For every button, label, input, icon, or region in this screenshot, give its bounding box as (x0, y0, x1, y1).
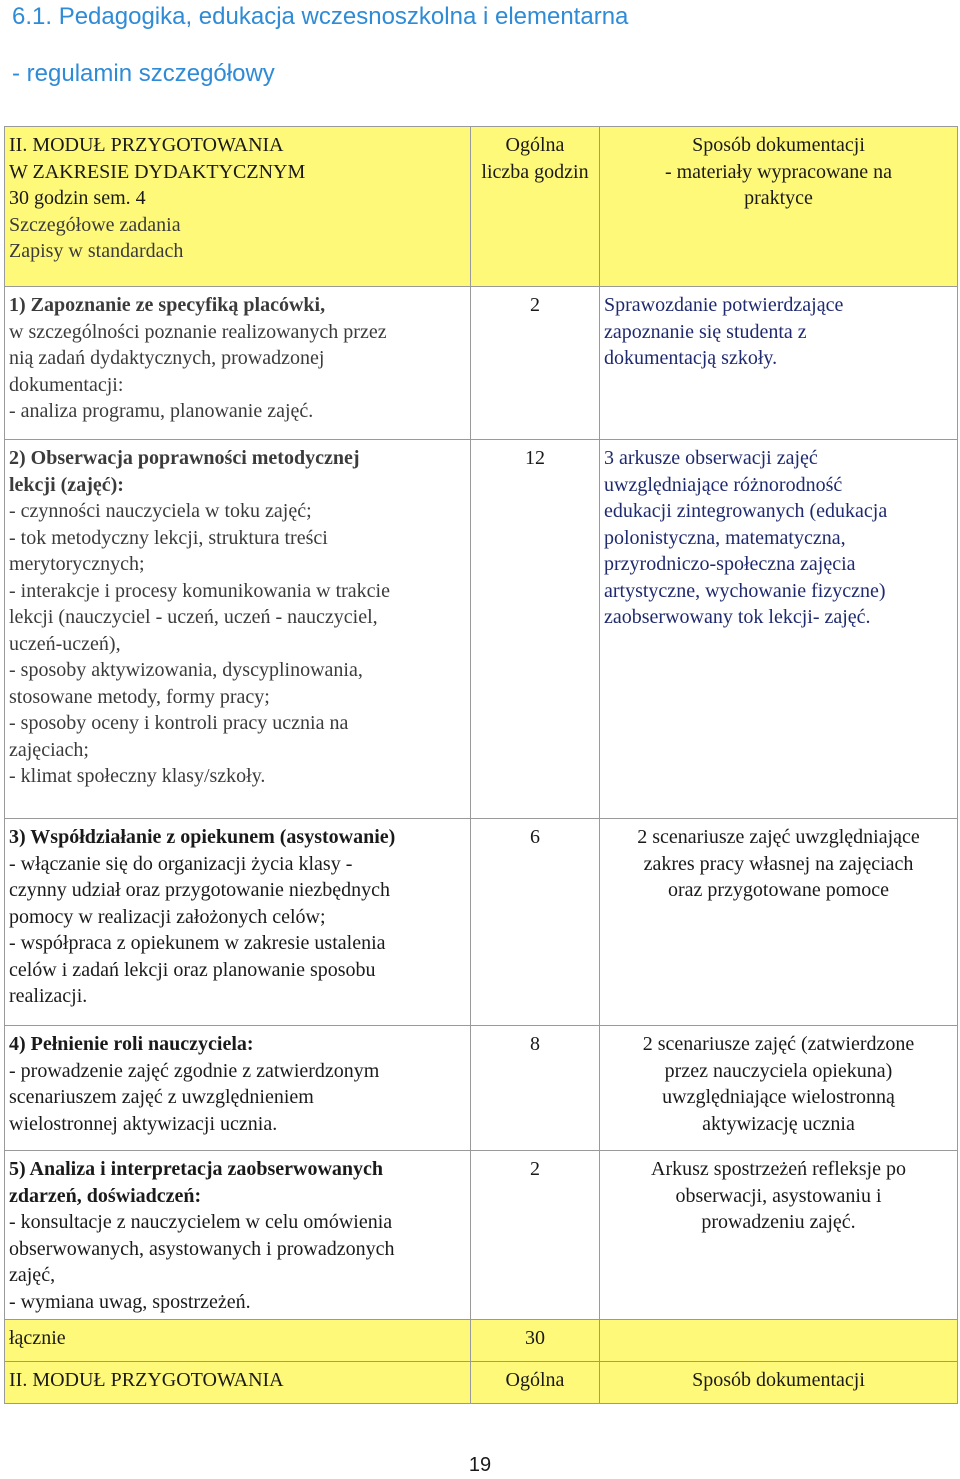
doc-line: prowadzeniu zajęć. (701, 1211, 856, 1233)
doc-line: zapoznanie się studenta z (604, 320, 807, 343)
doc-cell (600, 1026, 958, 1151)
hours-value: 2 (530, 294, 540, 316)
next-module-cell (5, 1362, 471, 1404)
total-row (5, 1320, 958, 1362)
doc-line: uwzględniające różnorodność (604, 473, 843, 496)
doc-line: artystyczne, wychowanie fizyczne) (604, 579, 886, 602)
next-header-row (5, 1362, 958, 1404)
hours-value: 6 (530, 826, 540, 848)
task-line: stosowane metody, formy pracy; (9, 685, 270, 708)
task-line: pomocy w realizacji założonych celów; (9, 905, 326, 928)
hours-value: 12 (525, 447, 545, 469)
task-line: - sposoby aktywizowania, dyscyplinowania, (9, 659, 363, 681)
page-title: 6.1. Pedagogika, edukacja wczesnoszkolna i elementarna (12, 3, 629, 30)
hours-cell (471, 1151, 600, 1320)
task-line: realizacji. (9, 985, 88, 1007)
table-row (5, 819, 958, 1026)
page-number: 19 (468, 1454, 492, 1476)
header-module-line: II. MODUŁ PRZYGOTOWANIA (9, 134, 284, 156)
task-line: uczeń-uczeń), (9, 632, 121, 655)
doc-line: polonistyczna, matematyczna, (604, 526, 846, 549)
task-cell (5, 287, 471, 440)
task-line: zajęciach; (9, 738, 89, 761)
total-label: łącznie (9, 1327, 66, 1349)
task-line: nią zadań dydaktycznych, prowadzonej (9, 347, 325, 369)
table-row (5, 440, 958, 819)
doc-line: 2 scenariusze zajęć (zatwierdzone (642, 1033, 915, 1055)
doc-line: przyrodniczo-społeczna zajęcia (604, 553, 856, 575)
task-line: dokumentacji: (9, 373, 124, 396)
task-line: merytorycznych; (9, 553, 145, 575)
header-hours-line: Ogólna (505, 134, 565, 156)
task-line: - konsultacje z nauczycielem w celu omówienia (9, 1211, 393, 1233)
task-line: - prowadzenie zajęć zgodnie z zatwierdzonym (9, 1059, 380, 1082)
next-doc-label: Sposób dokumentacji (692, 1369, 865, 1391)
doc-line: aktywizację ucznia (702, 1112, 855, 1135)
doc-line: Sprawozdanie potwierdzające (604, 294, 844, 316)
doc-line: zaobserwowany tok lekcji- zajęć. (604, 606, 871, 628)
header-module-line: Zapisy w standardach (9, 240, 184, 262)
task-line: - klimat społeczny klasy/szkoły. (9, 765, 266, 787)
table-header-row (5, 127, 958, 287)
next-hours-label: Ogólna (505, 1369, 565, 1391)
task-line: 3) Współdziałanie z opiekunem (asystowanie) (9, 826, 396, 848)
header-hours-line: liczba godzin (481, 160, 589, 183)
next-hours-cell (471, 1362, 600, 1404)
task-cell (5, 1151, 471, 1320)
total-label-cell (5, 1320, 471, 1362)
doc-line: dokumentacją szkoły. (604, 347, 778, 369)
hours-value: 8 (530, 1033, 540, 1055)
doc-cell (600, 440, 958, 819)
header-doc-line: Sposób dokumentacji (692, 134, 865, 156)
next-module-label: II. MODUŁ PRZYGOTOWANIA (9, 1369, 284, 1391)
doc-line: uwzględniające wielostronną (662, 1086, 895, 1108)
header-module-line: 30 godzin sem. 4 (9, 187, 146, 209)
doc-line: edukacji zintegrowanych (edukacja (604, 500, 888, 522)
hours-cell (471, 819, 600, 1026)
header-module-cell (5, 127, 471, 287)
task-line: wielostronnej aktywizacji ucznia. (9, 1112, 278, 1135)
total-hours-cell (471, 1320, 600, 1362)
table-row (5, 1026, 958, 1151)
task-line: 5) Analiza i interpretacja zaobserwowanych (9, 1158, 384, 1180)
doc-line: oraz przygotowane pomoce (667, 879, 889, 901)
task-line: 1) Zapoznanie ze specyfiką placówki, (9, 294, 326, 316)
total-doc-cell (600, 1320, 958, 1362)
hours-cell (471, 287, 600, 440)
header-doc-cell (600, 127, 958, 287)
header-module-line: W ZAKRESIE DYDAKTYCZNYM (9, 160, 306, 183)
table-row (5, 1151, 958, 1320)
task-line: celów i zadań lekcji oraz planowanie sposobu (9, 958, 376, 981)
doc-line: 2 scenariusze zajęć uwzględniające (637, 826, 920, 848)
hours-cell (471, 440, 600, 819)
header-doc-line: praktyce (744, 187, 813, 209)
total-hours: 30 (525, 1327, 545, 1349)
task-line: 2) Obserwacja poprawności metodycznej (9, 447, 360, 469)
table-row (5, 287, 958, 440)
task-line: obserwowanych, asystowanych i prowadzonych (9, 1237, 395, 1260)
next-doc-cell (600, 1362, 958, 1404)
task-line: zajęć, (9, 1264, 56, 1286)
task-cell (5, 440, 471, 819)
doc-line: przez nauczyciela opiekuna) (664, 1059, 893, 1082)
task-line: w szczególności poznanie realizowanych przez (9, 320, 387, 343)
header-doc-line: - materiały wypracowane na (664, 160, 893, 183)
doc-line: Arkusz spostrzeżeń refleksje po (651, 1158, 906, 1180)
task-line: - wymiana uwag, spostrzeżeń. (9, 1290, 251, 1313)
task-line: - interakcje i procesy komunikowania w trakcie (9, 579, 390, 602)
program-table (4, 126, 958, 1404)
task-line: czynny udział oraz przygotowanie niezbędnych (9, 879, 390, 901)
task-cell (5, 819, 471, 1026)
task-cell (5, 1026, 471, 1151)
doc-line: 3 arkusze obserwacji zajęć (604, 447, 818, 469)
header-hours-cell (471, 127, 600, 287)
task-line: lekcji (zajęć): (9, 473, 124, 496)
doc-cell (600, 819, 958, 1026)
task-line: zdarzeń, doświadczeń: (9, 1184, 202, 1207)
task-line: 4) Pełnienie roli nauczyciela: (9, 1033, 254, 1055)
task-line: - włączanie się do organizacji życia klasy - (9, 852, 353, 875)
hours-cell (471, 1026, 600, 1151)
task-line: - czynności nauczyciela w toku zajęć; (9, 500, 312, 522)
task-line: - sposoby oceny i kontroli pracy ucznia na (9, 712, 349, 734)
page-subtitle: - regulamin szczegółowy (12, 60, 275, 87)
task-line: - analiza programu, planowanie zajęć. (9, 400, 314, 422)
task-line: scenariuszem zajęć z uwzględnieniem (9, 1086, 314, 1108)
task-line: - tok metodyczny lekcji, struktura treści (9, 526, 328, 549)
doc-line: obserwacji, asystowaniu i (675, 1184, 882, 1207)
hours-value: 2 (530, 1158, 540, 1180)
doc-line: zakres pracy własnej na zajęciach (643, 852, 914, 875)
doc-cell (600, 1151, 958, 1320)
doc-cell (600, 287, 958, 440)
header-module-line: Szczegółowe zadania (9, 213, 181, 236)
task-line: - współpraca z opiekunem w zakresie ustalenia (9, 932, 386, 954)
task-line: lekcji (nauczyciel - uczeń, uczeń - nauczyciel, (9, 606, 378, 628)
